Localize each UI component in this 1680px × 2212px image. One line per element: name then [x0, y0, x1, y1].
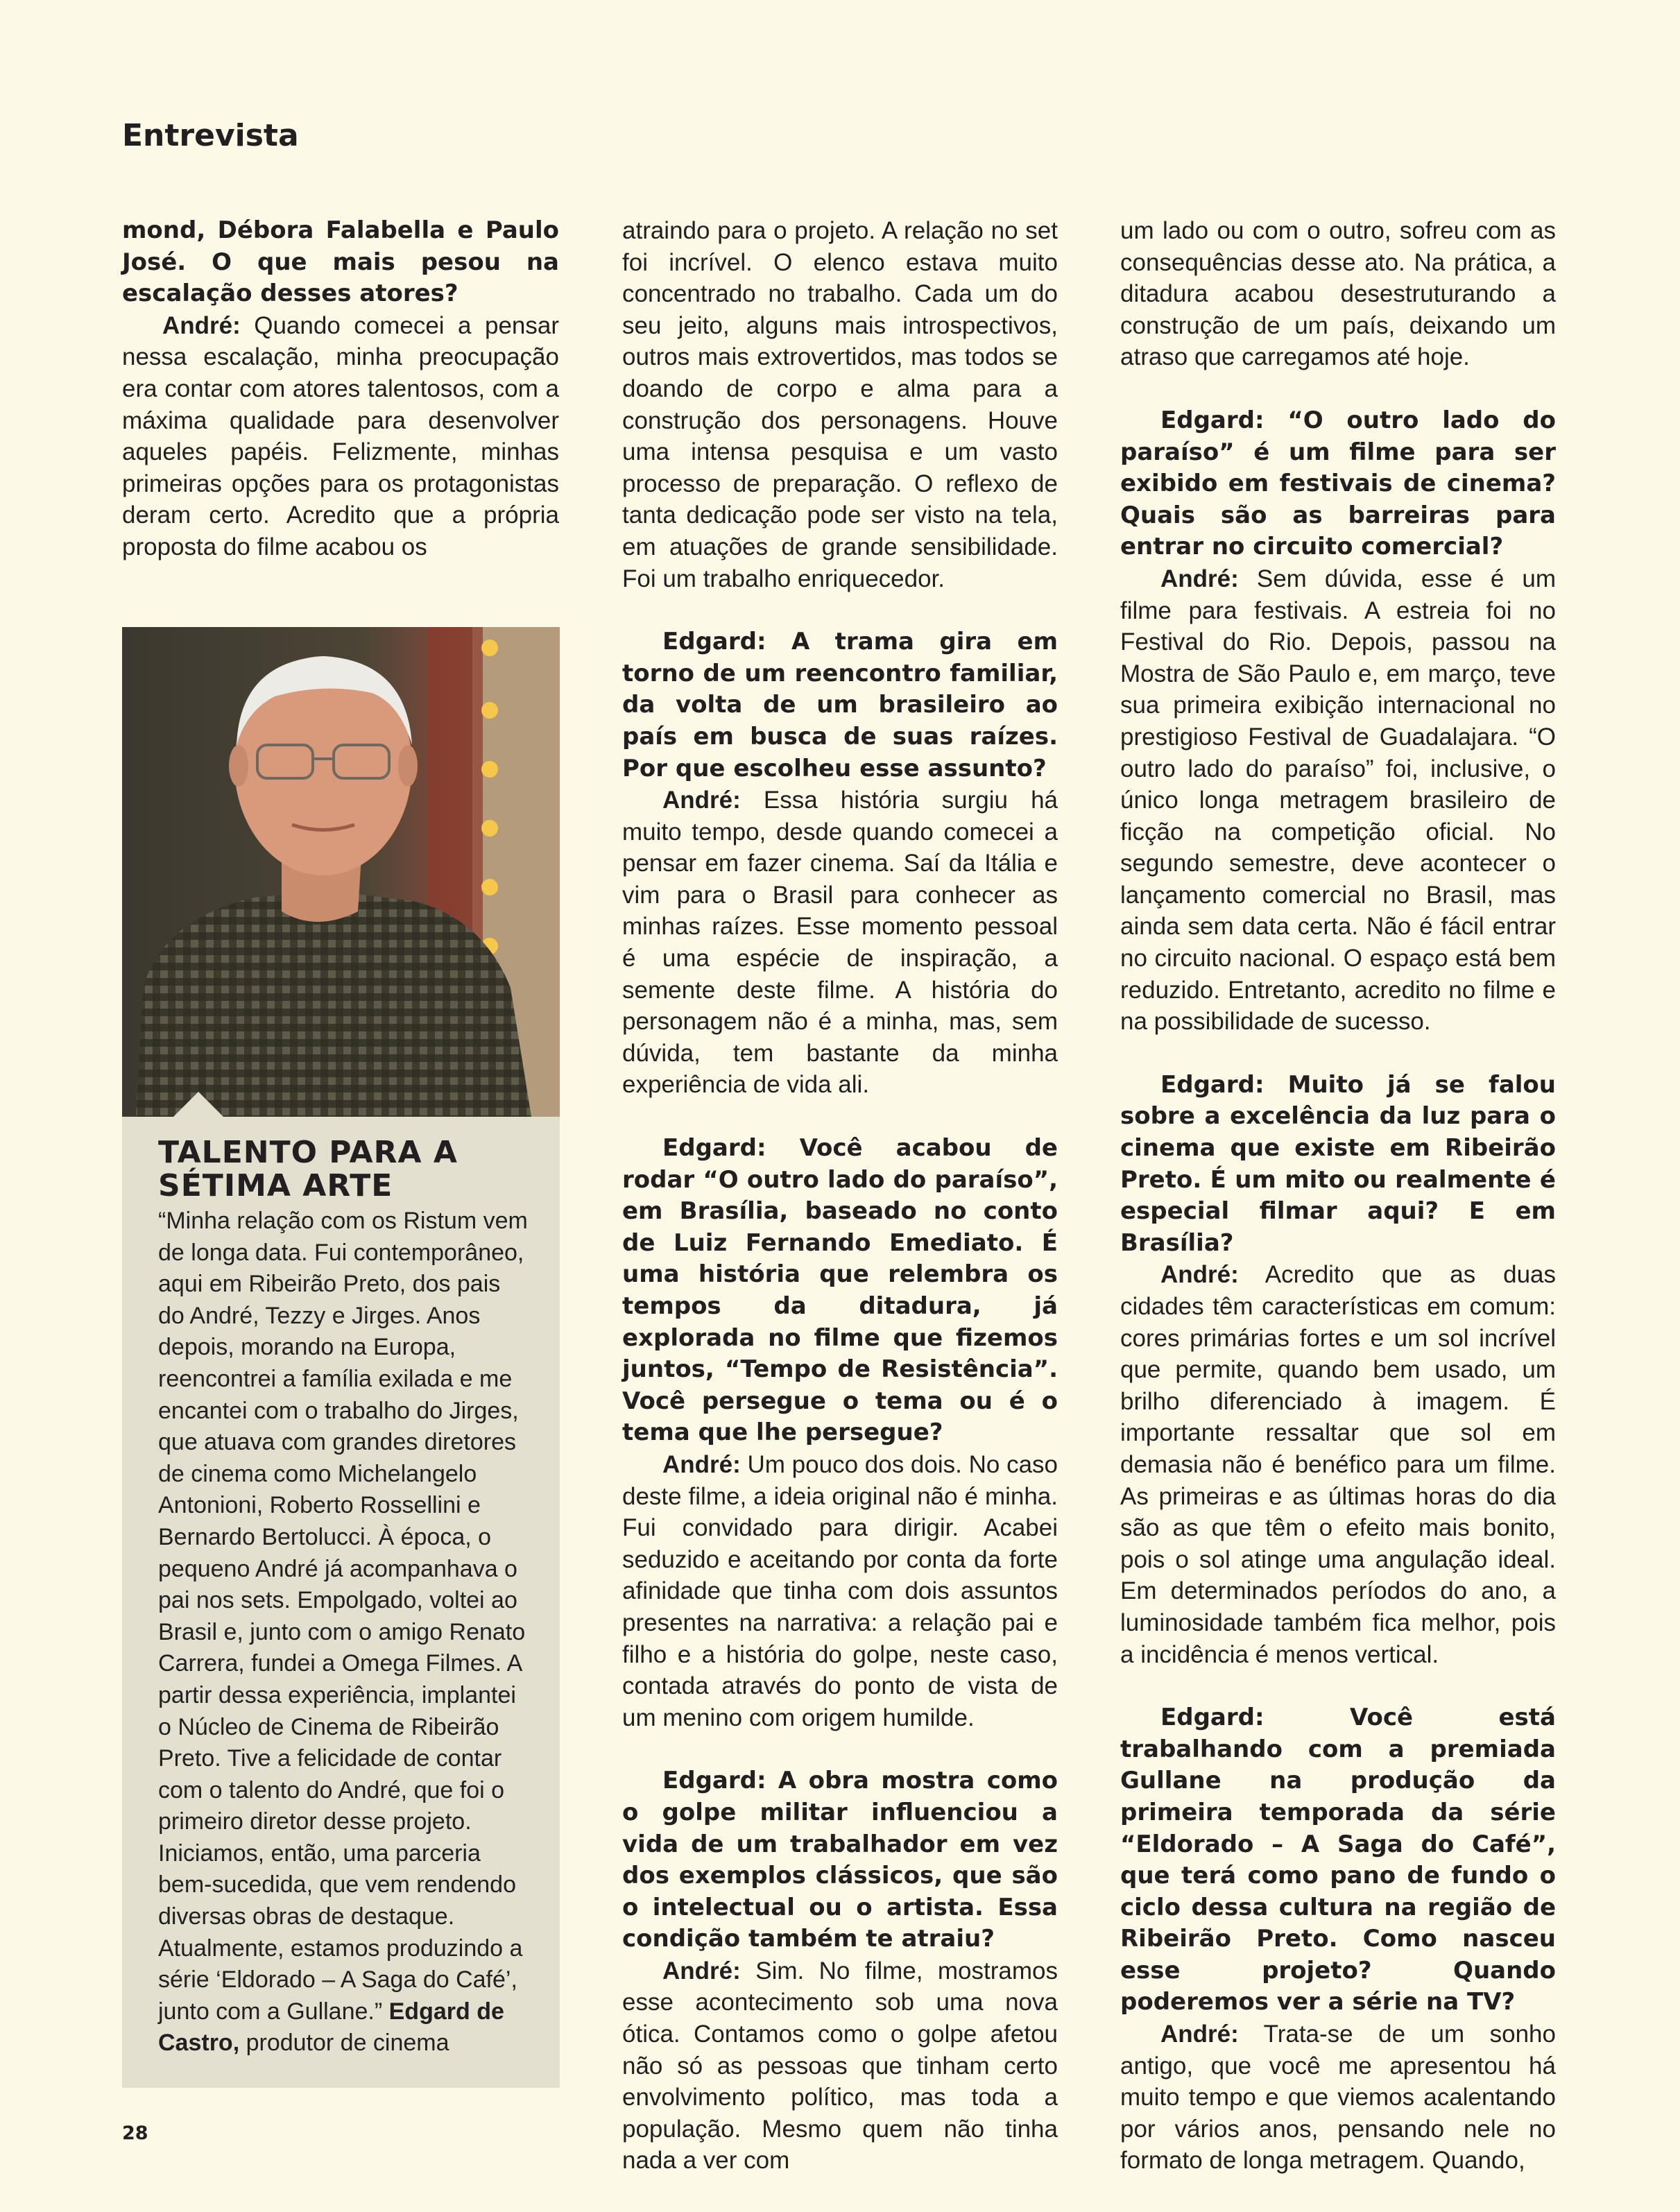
speaker-label: André: [662, 787, 741, 814]
speaker-label: André: [162, 311, 241, 339]
question-text: Edgard: Muito já se falou sobre a excelência da luz para o cinema que existe em Ribeirão Preto. É um mito ou realmente é especial filmar aqui? E em Brasília? [1120, 1070, 1556, 1257]
speaker-label: André: [1160, 1261, 1239, 1289]
sidebar-quote [158, 1206, 533, 2059]
answer-text: atraindo para o projeto. A relação no set foi incrível. O elenco estava muito concentrado no trabalho. Cada um do seu jeito, alguns mais introspectivos, outros mais extrovertidos, mas todos se doando de corpo e alma para a construção dos personagens. Houve uma intensa pesquisa e um vasto processo de preparação. O reflexo de tanta dedicação pode ser visto na tela, em atuações de grande sensibilidade. Foi um trabalho enriquecedor. [622, 217, 1058, 592]
answer-text: Acredito que as duas cidades têm características em comum: cores primárias fortes e um sol incrível que permite, quando bem usado, um brilho diferenciado à imagem. É importante ressaltar que sol em demasia não é benéfico para um filme. As primeiras e as últimas horas do dia são as que têm o efeito mais bonito, pois o sol atinge uma angulação ideal. Em determinados períodos do ano, a luminosidade também fica melhor, pois a incidência é menos vertical. [1120, 1261, 1556, 1668]
column-3 [1120, 215, 1556, 2177]
column-2 [622, 215, 1058, 2177]
answer-text: um lado ou com o outro, sofreu com as consequências desse ato. Na prática, a ditadura acabou desestruturando a construção de um país, deixando um atraso que carregamos até hoje. [1120, 217, 1556, 371]
speaker-label: André: [1160, 565, 1239, 592]
page-number: 28 [122, 2123, 148, 2144]
quote-author: Edgard de Castro, [158, 1998, 504, 2057]
answer-paragraph [1120, 2018, 1556, 2177]
answer-text: Quando comecei a pensar nessa escalação, minha preocupação era contar com atores talentosos, com a máxima qualidade para desenvolver aqueles papéis. Felizmente, minhas primeiras opções para os protagonistas deram certo. Acredito que a própria proposta do filme acabou os [122, 311, 559, 560]
question-text: Edgard: A obra mostra como o golpe militar influenciou a vida de um trabalhador em vez dos exemplos clássicos, que são o intelectual ou o artista. Essa condição também te atraiu? [622, 1767, 1058, 1953]
answer-paragraph [122, 310, 559, 563]
speaker-label: André: [662, 1450, 741, 1478]
answer-paragraph [1120, 1259, 1556, 1670]
quote-text: “Minha relação com os Ristum vem de longa data. Fui contemporâneo, aqui em Ribeirão Preto, dos pais do André, Tezzy e Jirges. Anos depois, morando na Europa, reencontrei a família exilada e me encantei com o trabalho do Jirges, que atuava com grandes diretores de cinema como Michelangelo Antonioni, Roberto Rossellini e Bernardo Bertolucci. À época, o pequeno André já acompanhava o pai nos sets. Empolgado, voltei ao Brasil e, junto com o amigo Renato Carrera, fundei a Omega Filmes. A partir dessa experiência, implantei o Núcleo de Cinema de Ribeirão Preto. Tive a felicidade de contar com o talento do André, que foi o primeiro diretor desse projeto. Iniciamos, então, uma parceria bem-sucedida, que vem rendendo diversas obras de destaque. Atualmente, estamos produzindo a série ‘Eldorado – A Saga do Café’, junto com a Gullane.” [158, 1208, 528, 2025]
answer-text: Essa história surgiu há muito tempo, desde quando comecei a pensar em fazer cinema. Saí da Itália e vim para o Brasil para conhecer as minhas raízes. Esse momento pessoal é uma espécie de inspiração, a semente deste filme. A história do personagem não é a minha, mas, sem dúvida, tem bastante da minha experiência de vida ali. [622, 787, 1058, 1099]
sidebar-notch [173, 1092, 223, 1117]
quote-author-role: produtor de cinema [239, 2030, 449, 2057]
question-text: mond, Débora Falabella e Paulo José. O que mais pesou na escalação desses atores? [122, 216, 559, 308]
question-text: Edgard: “O outro lado do paraíso” é um filme para ser exibido em festivais de cinema? Quais são as barreiras para entrar no circuito comercial? [1120, 406, 1556, 561]
answer-text: Um pouco dos dois. No caso deste filme, a ideia original não é minha. Fui convidado para dirigir. Acabei seduzido e aceitando por conta da forte afinidade que tinha com dois assuntos presentes na narrativa: a relação pai e filho e a história do golpe, neste caso, contada através do ponto de vista de um menino com origem humilde. [622, 1450, 1058, 1731]
answer-paragraph [622, 1955, 1058, 2177]
answer-paragraph [622, 1449, 1058, 1733]
answer-paragraph [622, 785, 1058, 1101]
question-text: Edgard: Você acabou de rodar “O outro lado do paraíso”, em Brasília, baseado no conto de Luiz Fernando Emediato. É uma história que relembra os tempos da ditadura, já explorada no filme que fizemos juntos, “Tempo de Resistência”. Você persegue o tema ou é o tema que lhe persegue? [622, 1134, 1058, 1447]
section-label: Entrevista [122, 118, 299, 153]
question-text: Edgard: Você está trabalhando com a premiada Gullane na produção da primeira temporada da série “Eldorado – A Saga do Café”, que terá como pano de fundo o ciclo dessa cultura na região de Ribeirão Preto. Como nasceu esse projeto? Quando poderemos ver a série na TV? [1120, 1704, 1556, 2016]
answer-text: Trata-se de um sonho antigo, que você me apresentou há muito tempo e que viemos acalentando por vários anos, pensando nele no formato de longa metragem. Quando, [1120, 2021, 1556, 2175]
portrait-photo [122, 627, 560, 1117]
column-1 [122, 215, 559, 563]
answer-text: Sim. No filme, mostramos esse acontecimento sob uma nova ótica. Contamos como o golpe afetou não só as pessoas que tinham certo envolvimento político, mas toda a população. Mesmo quem não tinha nada a ver com [622, 1957, 1058, 2175]
speaker-label: André: [1160, 2021, 1239, 2048]
question-text: Edgard: A trama gira em torno de um reencontro familiar, da volta de um brasileiro ao país em busca de suas raízes. Por que escolheu esse assunto? [622, 628, 1058, 782]
sidebar-title: TALENTO PARA A SÉTIMA ARTE [158, 1135, 458, 1203]
sidebar-box [122, 1117, 560, 2088]
answer-paragraph [1120, 563, 1556, 1038]
speaker-label: André: [662, 1957, 741, 1984]
answer-text: Sem dúvida, esse é um filme para festivais. A estreia foi no Festival do Rio. Depois, passou na Mostra de São Paulo e, em março, teve sua primeira exibição internacional no prestigioso Festival de Guadalajara. “O outro lado do paraíso” foi, inclusive, o único longa metragem brasileiro de ficção na competição oficial. No segundo semestre, deve acontecer o lançamento comercial no Brasil, mas ainda sem data certa. Não é fácil entrar no circuito nacional. O espaço está bem reduzido. Entretanto, acredito no filme e na possibilidade de sucesso. [1120, 565, 1556, 1036]
